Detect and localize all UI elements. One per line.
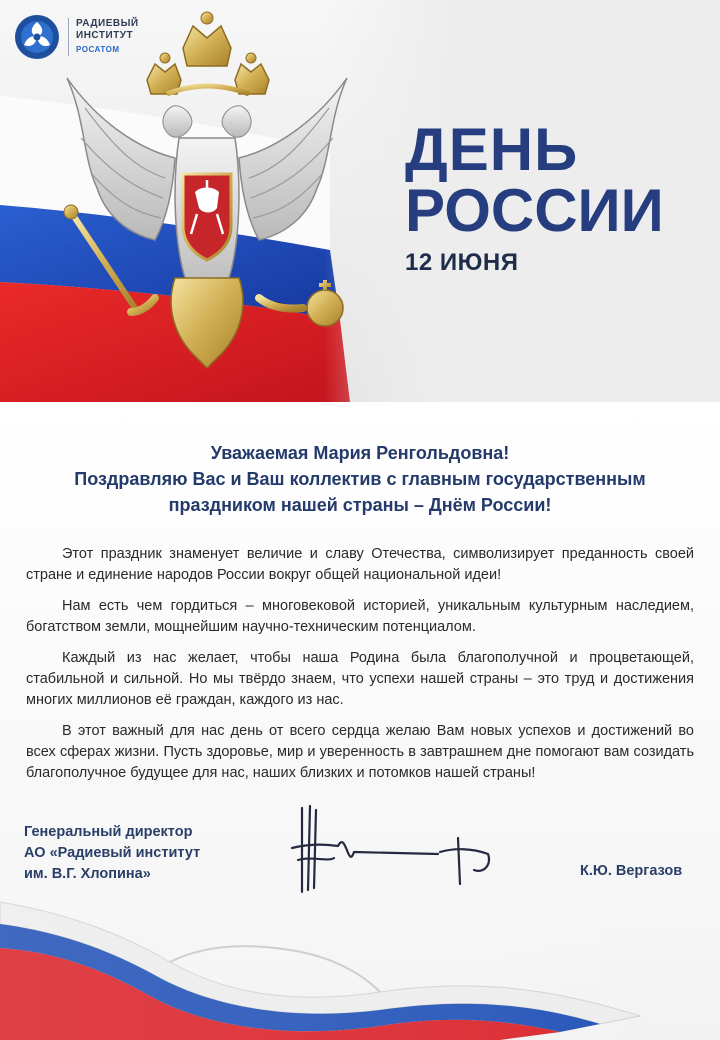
rosatom-atom-logo-icon <box>14 14 60 60</box>
salutation-line-2: Поздравляю Вас и Ваш коллектив с главным государственным <box>74 469 646 489</box>
logo-line-3: РОСАТОМ <box>76 45 120 54</box>
signatory-title <box>24 822 200 885</box>
holiday-date: 12 ИЮНЯ <box>405 249 519 276</box>
signatory-title-line-3: им. В.Г. Хлопина» <box>24 866 151 882</box>
coat-of-arms-eagle-icon <box>55 8 360 380</box>
handwritten-signature-icon <box>288 800 508 900</box>
signatory-name: К.Ю. Вергазов <box>580 863 683 879</box>
letter-paragraphs <box>26 544 694 794</box>
paragraph-4: В этот важный для нас день от всего сердца желаю Вам новых успехов и достижений во всех сферах жизни. Пусть здоровье, мир и уверенность в завтрашнем дне помогают вам созидать благополучное будущее для нас, наших близких и потомков нашей страны! <box>26 723 694 781</box>
logo-line-1: РАДИЕВЫЙ <box>76 18 139 29</box>
salutation-line-1: Уважаемая Мария Ренгольдовна! <box>210 443 510 463</box>
logo-line-2: ИНСТИТУТ <box>76 30 134 41</box>
salutation-line-3: праздником нашей страны – Днём России! <box>168 495 552 515</box>
paragraph-1: Этот праздник знаменует величие и славу Отечества, символизирует преданность своей стране и единение народов России вокруг общей национальной идеи! <box>26 546 694 583</box>
paragraph-3: Каждый из нас желает, чтобы наша Родина была благополучной и процветающей, стабильной и сильной. Но мы твёрдо знаем, что успехи нашей страны – это труд и достижения многих миллионов её граждан, каждого из нас. <box>26 650 694 708</box>
holiday-title <box>405 116 664 278</box>
holiday-title-line-1: ДЕНЬ <box>405 116 579 183</box>
holiday-title-line-2: РОССИИ <box>405 177 664 244</box>
signatory-title-line-2: АО «Радиевый институт <box>24 845 201 861</box>
salutation-heading <box>20 440 700 518</box>
letter-body <box>0 402 720 1040</box>
tricolor-ribbon-icon <box>0 892 720 1040</box>
paragraph-2: Нам есть чем гордиться – многовековой историей, уникальным культурным наследием, богатством земли, мощнейшим научно-техническим потенциалом. <box>26 598 694 635</box>
hero-banner <box>0 0 720 402</box>
signatory-title-line-1: Генеральный директор <box>24 824 193 840</box>
